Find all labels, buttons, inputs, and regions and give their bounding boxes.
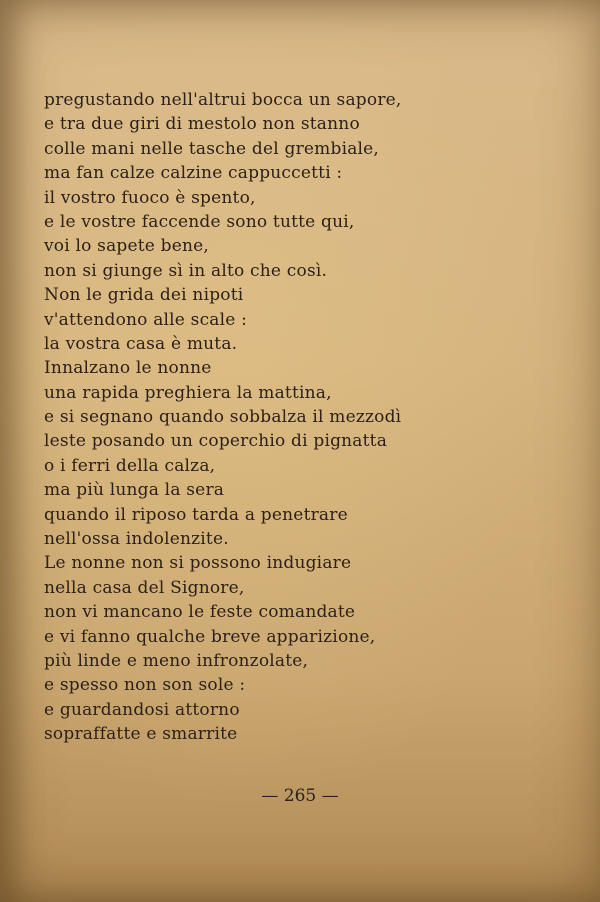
poem-line: leste posando un coperchio di pignatta [44, 431, 388, 452]
poem-line: quando il riposo tarda a penetrare [44, 504, 348, 525]
poem-line: Non le grida dei nipoti [44, 285, 244, 306]
poem-line: nell'ossa indolenzite. [44, 529, 229, 550]
poem-text [44, 88, 564, 747]
poem-line: v'attendono alle scale : [44, 309, 248, 330]
poem-line: o i ferri della calza, [44, 455, 216, 476]
poem-line: colle mani nelle tasche del grembiale, [44, 138, 380, 159]
poem-line: non vi mancano le feste comandate [44, 602, 356, 623]
poem-line: ma più lunga la sera [44, 480, 225, 501]
poem-line: pregustando nell'altrui bocca un sapore, [44, 90, 402, 110]
poem-line: Le nonne non si possono indugiare [44, 553, 352, 574]
poem-line: voi lo sapete bene, [44, 236, 210, 257]
poem-line: nella casa del Signore, [44, 577, 245, 598]
poem-line: e vi fanno qualche breve apparizione, [44, 626, 376, 647]
poem-line: non si giunge sì in alto che così. [44, 260, 328, 281]
poem-line: e si segnano quando sobbalza il mezzodì [44, 407, 402, 428]
poem-line: e guardandosi attorno [44, 699, 240, 720]
poem-line: e le vostre faccende sono tutte qui, [44, 211, 355, 232]
poem-line: e spesso non son sole : [44, 675, 246, 696]
page-number: — 265 — [261, 786, 339, 806]
poem-line: e tra due giri di mestolo non stanno [44, 114, 360, 135]
poem-line: una rapida preghiera la mattina, [44, 382, 332, 403]
poem-line: il vostro fuoco è spento, [44, 187, 256, 208]
poem-line: sopraffatte e smarrite [44, 724, 238, 745]
poem-line: ma fan calze calzine cappuccetti : [44, 163, 343, 184]
poem-line: la vostra casa è muta. [44, 333, 238, 354]
poem-line: più linde e meno infronzolate, [44, 650, 309, 671]
poem-line: Innalzano le nonne [44, 358, 212, 379]
